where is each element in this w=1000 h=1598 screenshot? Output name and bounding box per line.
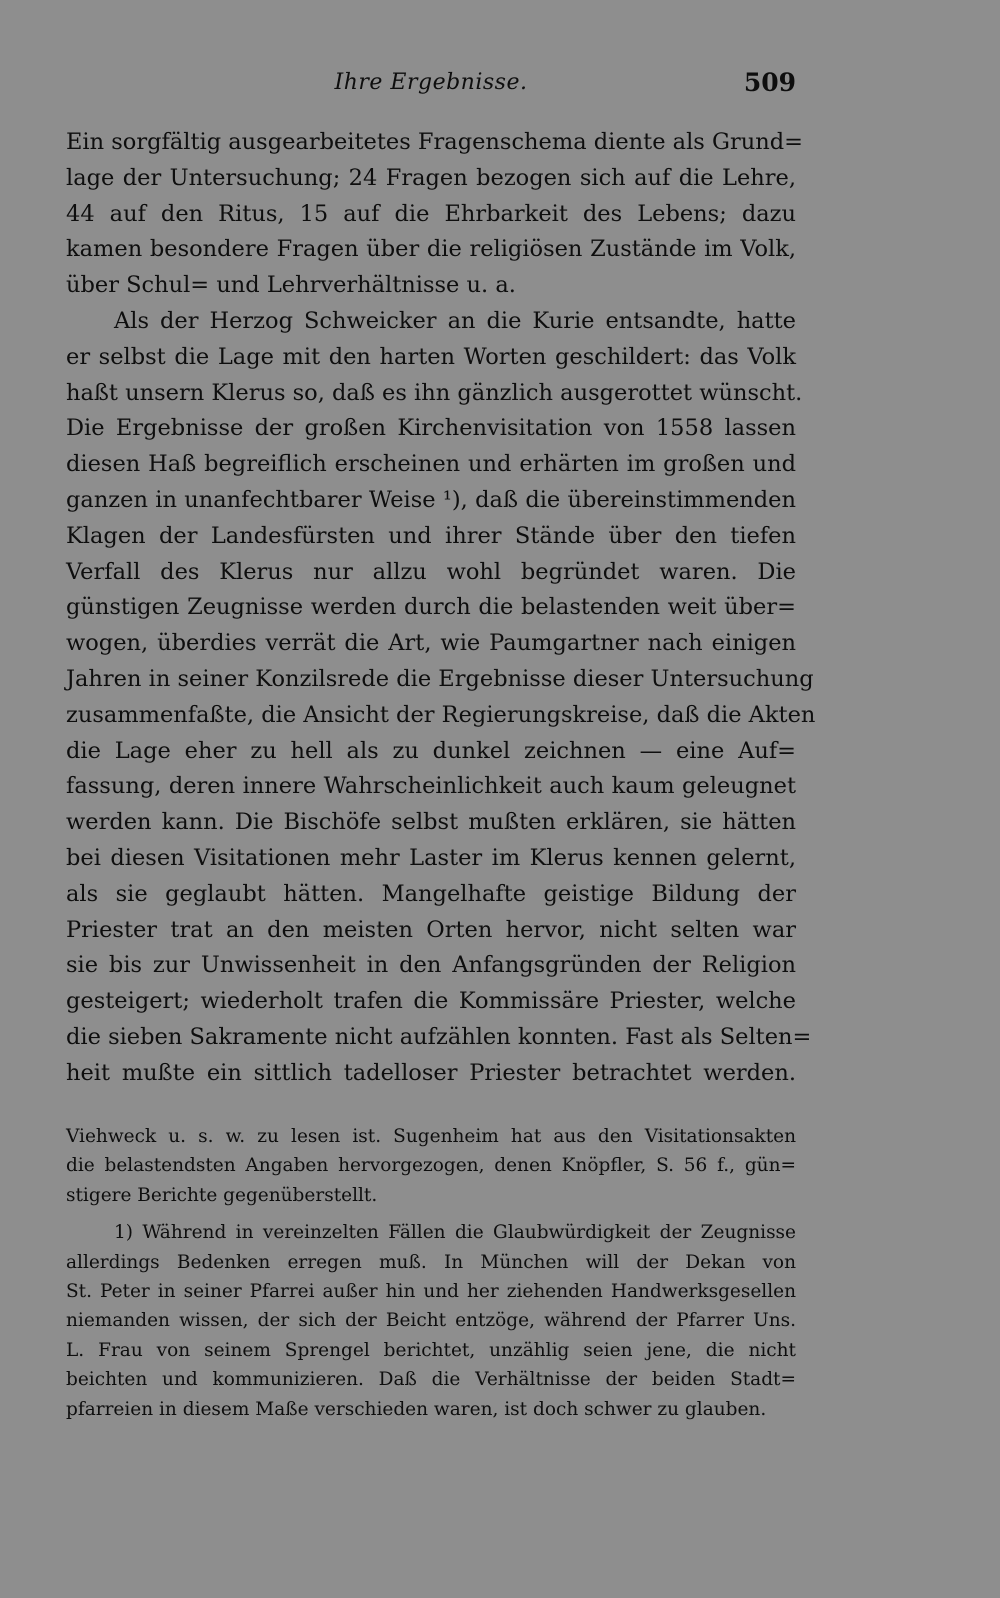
footnote-line: niemanden wissen, der sich der Beicht entzöge, während der Pfarrer Uns.: [66, 1310, 796, 1332]
text-line: günstigen Zeugnisse werden durch die belastenden weit über=: [66, 594, 796, 621]
footnote-line: St. Peter in seiner Pfarrei außer hin und her ziehenden Handwerksgesellen: [66, 1281, 796, 1303]
text-line: ganzen in unanfechtbarer Weise ¹), daß die übereinstimmenden: [66, 486, 796, 513]
text-line: Die Ergebnisse der großen Kirchenvisitation von 1558 lassen: [66, 415, 796, 442]
text-line: Als der Herzog Schweicker an die Kurie entsandte, hatte: [114, 307, 796, 334]
footnote-line: pfarreien in diesem Maße verschieden waren, ist doch schwer zu glauben.: [66, 1398, 767, 1420]
text-line: Klagen der Landesfürsten und ihrer Stände über den tiefen: [66, 522, 796, 549]
text-line: zusammenfaßte, die Ansicht der Regierungskreise, daß die Akten: [66, 701, 816, 728]
footnote-line: allerdings Bedenken erregen muß. In München will der Dekan von: [66, 1251, 796, 1273]
text-line: Ein sorgfältig ausgearbeitetes Fragenschema diente als Grund=: [66, 129, 803, 155]
text-line: bei diesen Visitationen mehr Laster im Klerus kennen gelernt,: [66, 844, 796, 871]
text-line: kamen besondere Fragen über die religiösen Zustände im Volk,: [66, 236, 796, 263]
text-line: werden kann. Die Bischöfe selbst mußten erklären, sie hätten: [66, 809, 796, 836]
text-line: Priester trat an den meisten Orten hervor, nicht selten war: [66, 916, 796, 943]
text-line: er selbst die Lage mit den harten Worten geschildert: das Volk: [66, 343, 796, 370]
text-line: gesteigert; wiederholt trafen die Kommissäre Priester, welche: [66, 988, 796, 1015]
footnote-line: beichten und kommunizieren. Daß die Verhältnisse der beiden Stadt=: [66, 1369, 796, 1391]
footnote-line: L. Frau von seinem Sprengel berichtet, unzählig seien jene, die nicht: [66, 1339, 796, 1361]
text-line: die sieben Sakramente nicht aufzählen konnten. Fast als Selten=: [66, 1023, 812, 1050]
main-text: [66, 125, 816, 1092]
text-line: 44 auf den Ritus, 15 auf die Ehrbarkeit des Lebens; dazu: [66, 200, 796, 227]
text-line: haßt unsern Klerus so, daß es ihn gänzlich ausgerottet wünscht.: [66, 379, 803, 406]
text-line: als sie geglaubt hätten. Mangelhafte geistige Bildung der: [66, 880, 796, 907]
footnote-line: 1) Während in vereinzelten Fällen die Glaubwürdigkeit der Zeugnisse: [114, 1222, 796, 1244]
footnote-line: stigere Berichte gegenüberstellt.: [66, 1184, 378, 1206]
text-line: über Schul= und Lehrverhältnisse u. a.: [66, 272, 516, 299]
text-line: Jahren in seiner Konzilsrede die Ergebnisse dieser Untersuchung: [66, 665, 814, 692]
running-head: [66, 70, 796, 110]
page-number: 509: [743, 68, 796, 97]
text-line: lage der Untersuchung; 24 Fragen bezogen sich auf die Lehre,: [66, 164, 796, 191]
text-line: wogen, überdies verrät die Art, wie Paumgartner nach einigen: [66, 630, 796, 657]
running-title: Ihre Ergebnisse.: [334, 70, 528, 95]
text-line: heit mußte ein sittlich tadelloser Priester betrachtet werden.: [66, 1059, 796, 1086]
footnote-line: die belastendsten Angaben hervorgezogen, denen Knöpfler, S. 56 f., gün=: [66, 1155, 796, 1177]
text-line: sie bis zur Unwissenheit in den Anfangsgründen der Religion: [66, 952, 796, 979]
text-line: diesen Haß begreiflich erscheinen und erhärten im großen und: [66, 451, 796, 478]
footnotes: [66, 1122, 796, 1424]
text-line: die Lage eher zu hell als zu dunkel zeichnen — eine Auf=: [66, 737, 796, 764]
text-line: Verfall des Klerus nur allzu wohl begründet waren. Die: [66, 558, 796, 585]
text-line: fassung, deren innere Wahrscheinlichkeit auch kaum geleugnet: [66, 773, 796, 800]
footnote-line: Viehweck u. s. w. zu lesen ist. Sugenheim hat aus den Visitationsakten: [66, 1126, 796, 1147]
footnote-spacer: [66, 1210, 796, 1218]
